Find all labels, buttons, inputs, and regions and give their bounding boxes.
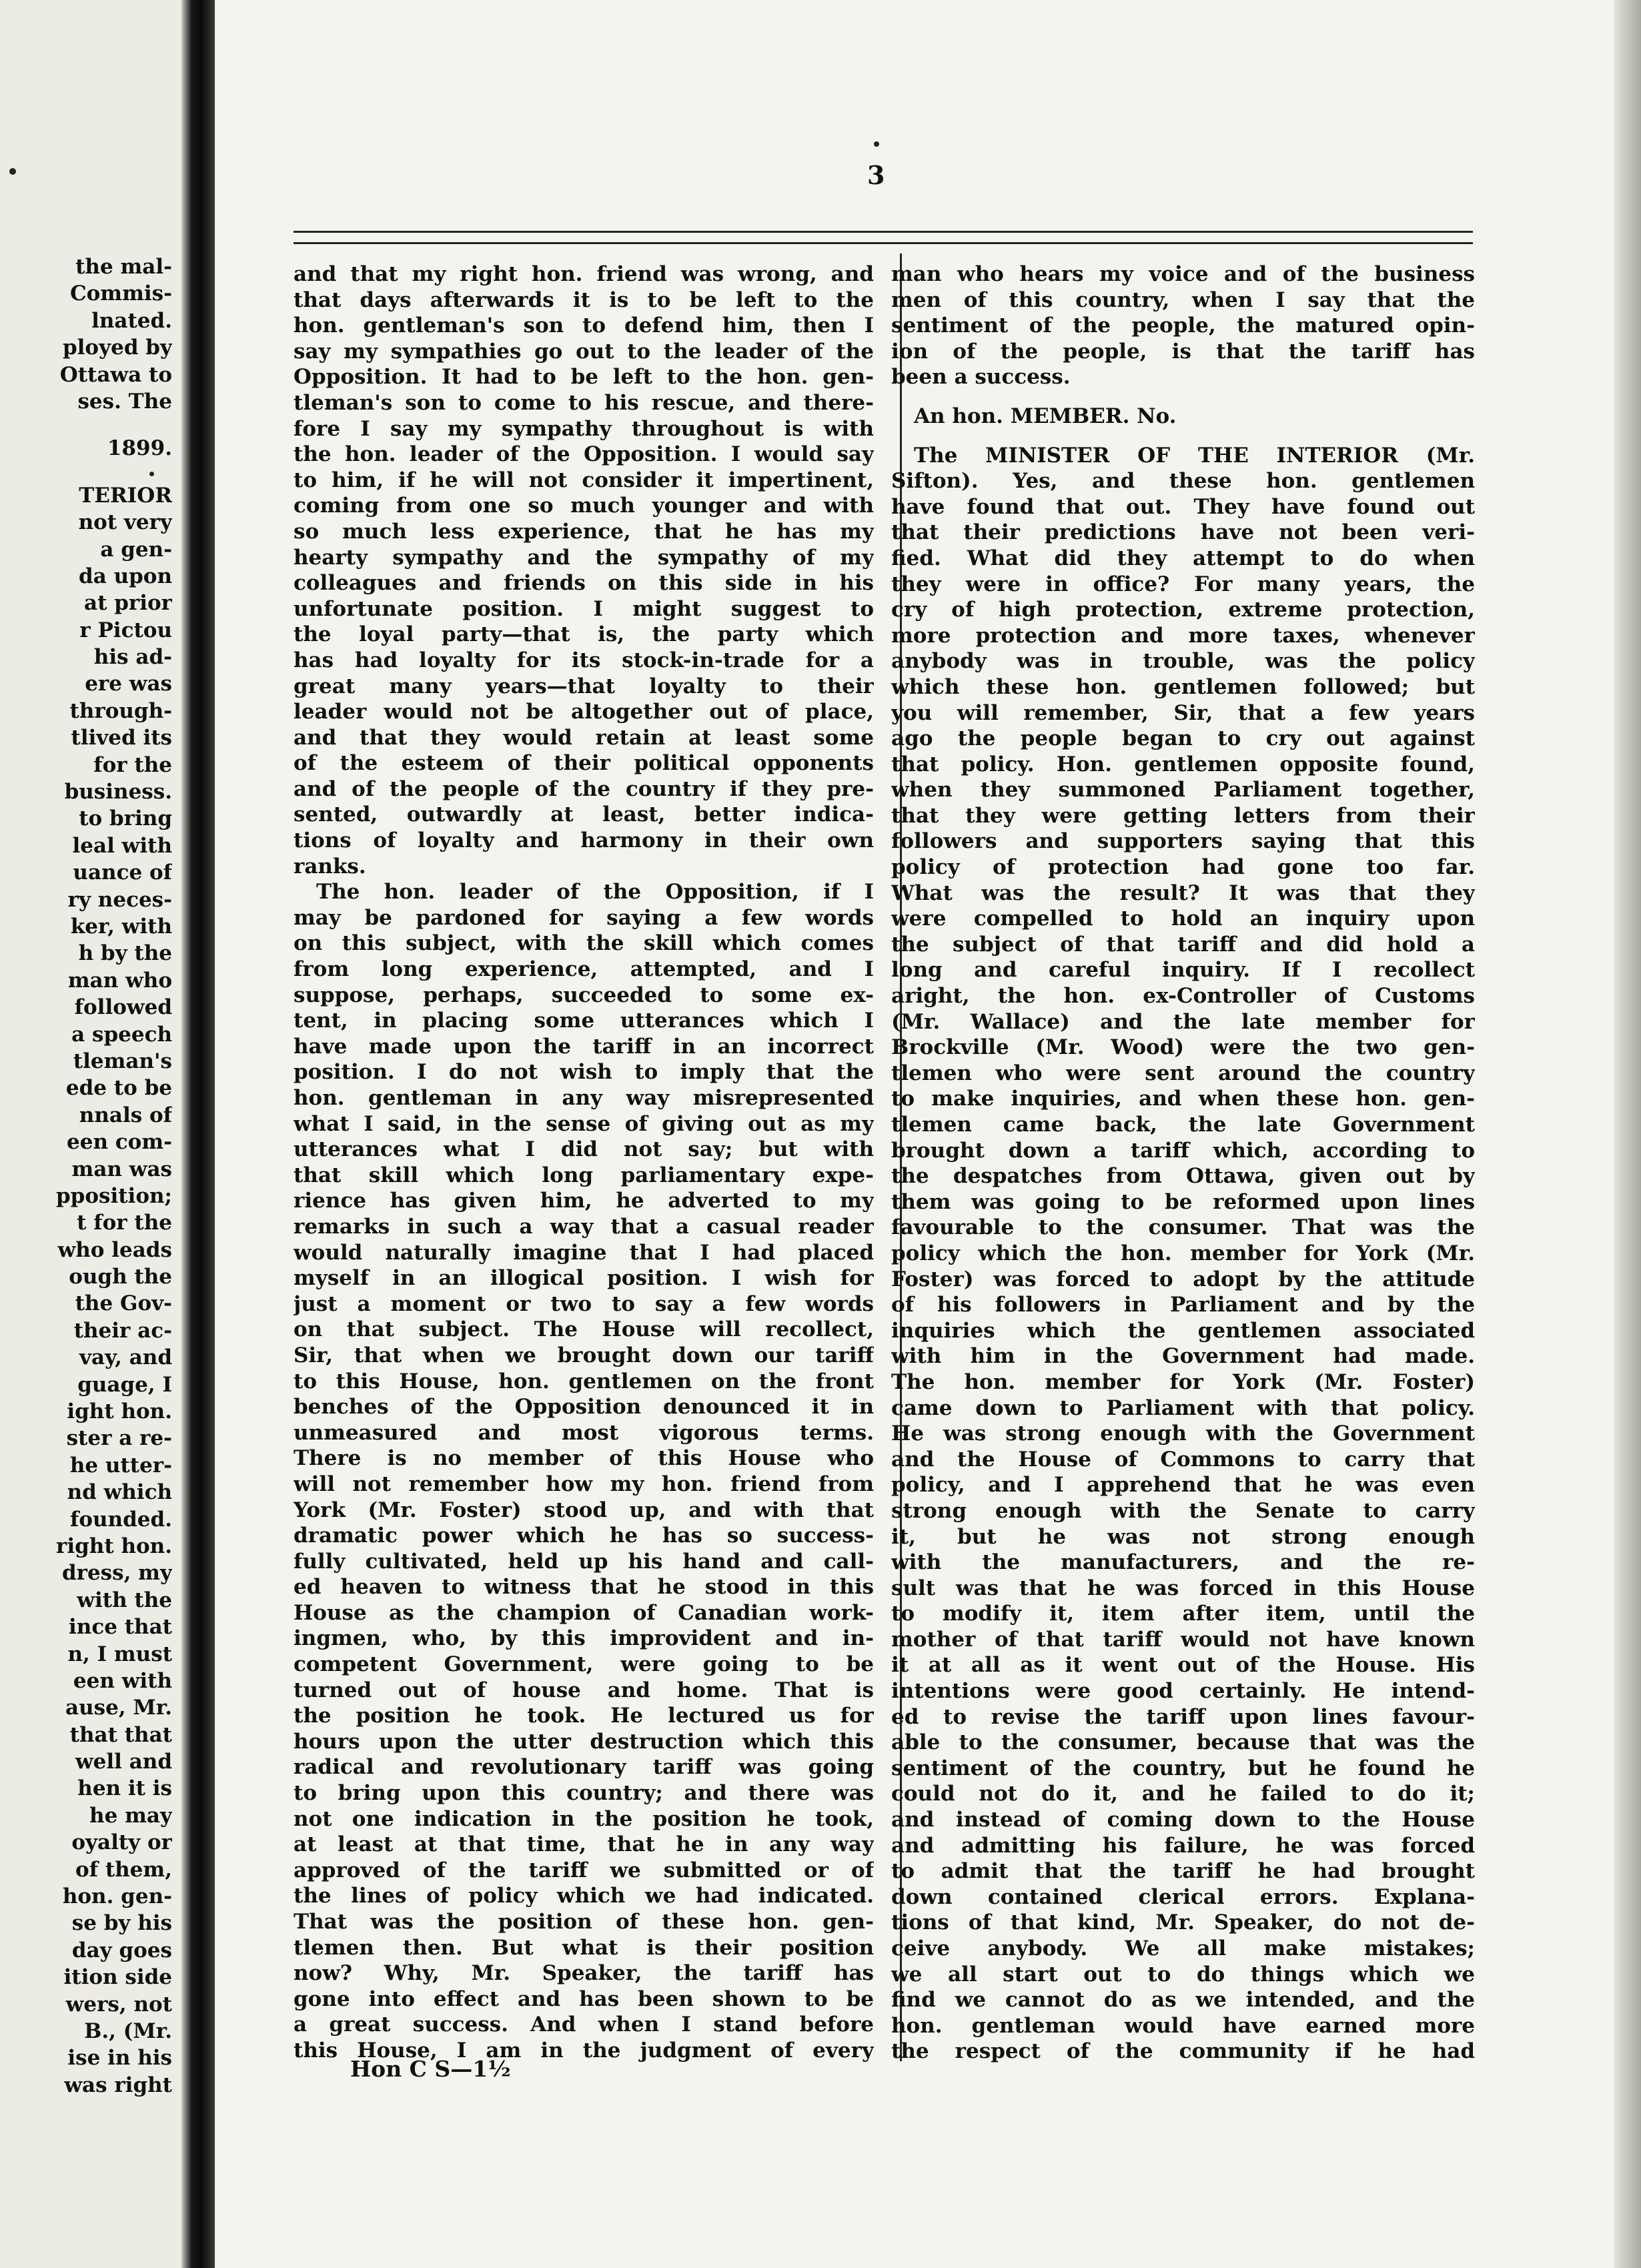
text-line: radical and revolutionary tariff was going — [294, 1755, 874, 1780]
footer-signature: Hon C S—1½ — [350, 2056, 511, 2082]
text-line: utterances what I did not say; but with — [294, 1137, 874, 1162]
text-line: the hon. leader of the Opposition. I would say — [294, 442, 874, 467]
text-line: hon. gentleman would have earned more — [891, 2013, 1475, 2038]
text-line: now? Why, Mr. Speaker, the tariff has — [294, 1961, 874, 1986]
text-line: rience has given him, he adverted to my — [294, 1189, 874, 1213]
fragment-line: lnated. — [91, 308, 172, 333]
text-line: tlemen then. But what is their position — [294, 1935, 874, 1960]
text-line: anybody was in trouble, was the policy — [891, 649, 1475, 674]
fragment-line: man who — [67, 968, 172, 993]
text-line: we all start out to do things which we — [891, 1962, 1475, 1987]
text-line: that their predictions have not been veri- — [891, 520, 1475, 545]
fragment-line: pposition; — [55, 1183, 172, 1208]
fragment-line: founded. — [70, 1507, 172, 1532]
fragment-line: B., (Mr. — [84, 2019, 172, 2043]
text-line: intentions were good certainly. He intend- — [891, 1679, 1475, 1704]
text-line: He was strong enough with the Government — [891, 1422, 1475, 1446]
text-line: just a moment or two to say a few words — [294, 1291, 874, 1316]
fragment-line: ince that — [69, 1615, 172, 1640]
fragment-line: n, I must — [67, 1642, 172, 1666]
fragment-line: day goes — [71, 1938, 172, 1962]
fragment-line — [0, 462, 172, 482]
text-line: unfortunate position. I might suggest to — [294, 596, 874, 621]
text-line: sult was that he was forced in this House — [891, 1576, 1475, 1600]
fragment-line: ry neces- — [67, 887, 172, 912]
text-line: will not remember how my hon. friend from — [294, 1472, 874, 1496]
text-line: sented, outwardly at least, better indica- — [294, 802, 874, 827]
text-line: on that subject. The House will recollect, — [294, 1317, 874, 1342]
fragment-line: of them, — [75, 1857, 172, 1882]
fragment-line: wers, not — [65, 1992, 172, 2017]
paragraph-gap — [891, 430, 1475, 443]
text-line: York (Mr. Foster) stood up, and with that — [294, 1498, 874, 1522]
fragment-line: t for the — [77, 1211, 172, 1235]
text-line: of his followers in Parliament and by the — [891, 1293, 1475, 1317]
fragment-line: tleman's — [73, 1049, 172, 1073]
fragment-line: a gen- — [100, 537, 172, 562]
text-line: Sifton). Yes, and these hon. gentlemen — [891, 469, 1475, 494]
text-line: the loyal party—that is, the party which — [294, 622, 874, 647]
text-line: ed heaven to witness that he stood in this — [294, 1575, 874, 1600]
text-line: more protection and more taxes, whenever — [891, 623, 1475, 648]
fragment-line: guage, I — [77, 1372, 172, 1397]
text-line: suppose, perhaps, succeeded to some ex- — [294, 983, 874, 1007]
fragment-line: ition side — [63, 1965, 172, 1990]
fragment-line: well and — [75, 1750, 172, 1774]
text-line: aright, the hon. ex-Controller of Customs — [891, 984, 1475, 1009]
fragment-line: business. — [64, 780, 172, 804]
fragment-line: man was — [71, 1157, 172, 1181]
text-line: fully cultivated, held up his hand and call- — [294, 1549, 874, 1574]
fragment-line: hen it is — [77, 1776, 172, 1801]
text-line: (Mr. Wallace) and the late member for — [891, 1009, 1475, 1034]
text-line: a great success. And when I stand before — [294, 2013, 874, 2037]
ink-speck — [9, 168, 16, 175]
text-line: colleagues and friends on this side in his — [294, 571, 874, 596]
text-line: it, but he was not strong enough — [891, 1524, 1475, 1549]
text-line: Foster) was forced to adopt by the attitude — [891, 1267, 1475, 1291]
text-line: this House, I am in the judgment of every — [294, 2038, 874, 2063]
fragment-line: oyalty or — [71, 1830, 172, 1855]
text-line: fore I say my sympathy throughout is with — [294, 416, 874, 441]
ink-speck — [874, 141, 879, 147]
text-line: came down to Parliament with that policy. — [891, 1395, 1475, 1420]
fragment-line: right hon. — [56, 1534, 172, 1558]
text-line: ceive anybody. We all make mistakes; — [891, 1936, 1475, 1960]
middle-column — [294, 261, 874, 2064]
page-edge-shadow — [1614, 0, 1641, 2268]
text-line: tions of that kind, Mr. Speaker, do not de- — [891, 1910, 1475, 1935]
text-line: position. I do not wish to imply that the — [294, 1060, 874, 1085]
text-line: and that they would retain at least some — [294, 725, 874, 750]
text-line: The hon. member for York (Mr. Foster) — [891, 1369, 1475, 1394]
text-line: have made upon the tariff in an incorrect — [294, 1034, 874, 1059]
text-line: them was going to be reformed upon lines — [891, 1189, 1475, 1214]
fragment-line: their ac- — [73, 1318, 172, 1343]
text-line: the lines of policy which we had indicated. — [294, 1884, 874, 1908]
text-line: and that my right hon. friend was wrong, and — [294, 262, 874, 286]
fragment-line: the mal- — [75, 255, 172, 279]
fragment-line: nnals of — [79, 1103, 172, 1127]
text-line: and admitting his failure, he was forced — [891, 1833, 1475, 1858]
fragment-line: not very — [78, 510, 172, 535]
fragment-line: 1899. — [107, 436, 172, 461]
text-line: That was the position of these hon. gen- — [294, 1910, 874, 1934]
text-line: An hon. MEMBER. No. — [914, 404, 1177, 428]
fragment-line: nd which — [67, 1480, 172, 1505]
text-line: with him in the Government had made. — [891, 1344, 1475, 1369]
text-line: find we cannot do as we intended, and the — [891, 1988, 1475, 2013]
text-line: The hon. leader of the Opposition, if I — [316, 880, 874, 905]
text-line: when they summoned Parliament together, — [891, 778, 1475, 802]
text-line: mother of that tariff would not have known — [891, 1627, 1475, 1652]
text-line: from long experience, attempted, and I — [294, 957, 874, 982]
text-line: House as the champion of Canadian work- — [294, 1600, 874, 1625]
fragment-line: he may — [89, 1803, 172, 1828]
book-gutter — [181, 0, 215, 2268]
text-line: to him, if he will not consider it impertinent, — [294, 468, 874, 492]
fragment-line: vay, and — [79, 1345, 172, 1370]
fragment-line: at prior — [84, 591, 172, 616]
text-line: policy which the hon. member for York (Mr. — [891, 1241, 1475, 1265]
text-line: Sir, that when we brought down our tariff — [294, 1343, 874, 1367]
text-line: what I said, in the sense of giving out as my — [294, 1111, 874, 1136]
text-line: were compelled to hold an inquiry upon — [891, 907, 1475, 931]
fragment-line: Ottawa to — [59, 362, 172, 387]
fragment-line: ere was — [85, 672, 172, 696]
fragment-line: uance of — [73, 861, 172, 885]
text-line: competent Government, were going to be — [294, 1652, 874, 1677]
text-line: cry of high protection, extreme protection, — [891, 598, 1475, 622]
fragment-line: r Pictou — [79, 618, 172, 642]
text-line: tleman's son to come to his rescue, and there- — [294, 390, 874, 415]
text-line: favourable to the consumer. That was the — [891, 1215, 1475, 1240]
text-line: tent, in placing some utterances which I — [294, 1009, 874, 1033]
fragment-line: with the — [77, 1588, 172, 1612]
adjacent-page-fragment — [0, 0, 200, 2268]
text-line: could not do it, and he failed to do it; — [891, 1782, 1475, 1806]
fragment-line: hon. gen- — [62, 1884, 172, 1909]
text-line: and of the people of the country if they pre- — [294, 776, 874, 801]
text-line: brought down a tariff which, according to — [891, 1138, 1475, 1163]
text-line: to make inquiries, and when these hon. gen- — [891, 1087, 1475, 1111]
text-line: to this House, hon. gentlemen on the front — [294, 1369, 874, 1393]
text-line: with the manufacturers, and the re- — [891, 1550, 1475, 1575]
text-line: say my sympathies go out to the leader of the — [294, 339, 874, 364]
fragment-line: who leads — [57, 1237, 172, 1262]
text-line: that policy. Hon. gentlemen opposite found, — [891, 752, 1475, 776]
text-line: benches of the Opposition denounced it in — [294, 1395, 874, 1420]
text-line: so much less experience, that he has my — [294, 519, 874, 544]
text-line: has had loyalty for its stock-in-trade for a — [294, 648, 874, 672]
text-line: the respect of the community if he had — [891, 2039, 1475, 2064]
text-line: myself in an illogical position. I wish for — [294, 1266, 874, 1291]
fragment-line: da upon — [79, 564, 172, 588]
text-line: and the House of Commons to carry that — [891, 1447, 1475, 1472]
fragment-line: se by his — [71, 1911, 172, 1936]
text-line: sentiment of the people, the matured opin- — [891, 314, 1475, 338]
text-line: remarks in such a way that a casual reader — [294, 1214, 874, 1239]
text-line: What was the result? It was that they — [891, 881, 1475, 905]
page-number: 3 — [867, 160, 885, 190]
text-line: man who hears my voice and of the business — [891, 262, 1475, 286]
text-line: been a success. — [891, 365, 1071, 390]
text-line: of the esteem of their political opponents — [294, 751, 874, 776]
fragment-line: that that — [69, 1722, 172, 1747]
fragment-line: leal with — [72, 833, 172, 858]
text-line: tlemen who were sent around the country — [891, 1061, 1475, 1085]
text-line: hon. gentleman's son to defend him, then I — [294, 314, 874, 338]
text-line: and instead of coming down to the House — [891, 1808, 1475, 1832]
text-line: that days afterwards it is to be left to the — [294, 288, 874, 312]
text-line: the position he took. He lectured us for — [294, 1704, 874, 1728]
text-line: men of this country, when I say that the — [891, 288, 1475, 312]
fragment-line: ough the — [69, 1265, 172, 1289]
text-line: There is no member of this House who — [294, 1446, 874, 1471]
paragraph-gap — [891, 390, 1475, 404]
fragment-line: een with — [73, 1668, 172, 1693]
text-line: down contained clerical errors. Explana- — [891, 1884, 1475, 1909]
text-line: able to the consumer, because that was the — [891, 1730, 1475, 1755]
text-line: sentiment of the country, but he found he — [891, 1756, 1475, 1780]
fragment-line: ker, with — [70, 914, 172, 939]
fragment-line: TERIOR — [79, 483, 172, 508]
fragment-line: through- — [69, 698, 172, 723]
fragment-line: Commis- — [69, 281, 172, 306]
text-line: long and careful inquiry. If I recollect — [891, 958, 1475, 983]
text-line: have found that out. They have found out — [891, 494, 1475, 519]
text-line: dramatic power which he has so success- — [294, 1524, 874, 1548]
text-line: policy of protection had gone too far. — [891, 855, 1475, 880]
text-line: ago the people began to cry out against — [891, 726, 1475, 751]
fragment-line: a speech — [71, 1022, 172, 1047]
text-line: you will remember, Sir, that a few years — [891, 700, 1475, 725]
text-line: gone into effect and has been shown to be — [294, 1987, 874, 2011]
text-line: followers and supporters saying that this — [891, 829, 1475, 854]
text-line: to admit that the tariff he had brought — [891, 1859, 1475, 1884]
text-line: tions of loyalty and harmony in their own — [294, 828, 874, 853]
fragment-line: to bring — [79, 806, 172, 831]
text-line: Brockville (Mr. Wood) were the two gen- — [891, 1035, 1475, 1060]
text-line: the subject of that tariff and did hold a — [891, 932, 1475, 957]
text-line: fied. What did they attempt to do when — [891, 546, 1475, 570]
header-rule — [294, 231, 1473, 244]
fragment-line: ight hon. — [67, 1399, 172, 1424]
fragment-line: for the — [93, 752, 172, 777]
fragment-line — [0, 415, 172, 435]
text-line: great many years—that loyalty to their — [294, 674, 874, 698]
fragment-line: he utter- — [69, 1453, 172, 1478]
text-line: ion of the people, is that the tariff has — [891, 339, 1475, 364]
text-line: strong enough with the Senate to carry — [891, 1498, 1475, 1523]
fragment-line: the Gov- — [75, 1291, 172, 1316]
text-line: would naturally imagine that I had placed — [294, 1240, 874, 1265]
fragment-line: followed — [74, 995, 172, 1020]
text-line: may be pardoned for saying a few words — [294, 905, 874, 930]
text-line: not one indication in the position he took, — [294, 1806, 874, 1831]
text-line: to modify it, item after item, until the — [891, 1602, 1475, 1626]
text-line: ranks. — [294, 854, 366, 879]
text-line: hours upon the utter destruction which this — [294, 1729, 874, 1754]
text-line: hearty sympathy and the sympathy of my — [294, 545, 874, 570]
text-line: ed to revise the tariff upon lines favour- — [891, 1704, 1475, 1729]
fragment-line: h by the — [78, 941, 172, 966]
text-line: that they were getting letters from their — [891, 803, 1475, 828]
fragment-line: dress, my — [61, 1561, 172, 1586]
fragment-line: tlived its — [71, 726, 172, 750]
text-line: to bring upon this country; and there was — [294, 1781, 874, 1806]
text-line: which these hon. gentlemen followed; but — [891, 674, 1475, 699]
text-line: on this subject, with the skill which comes — [294, 931, 874, 956]
fragment-line: his ad- — [93, 645, 172, 670]
text-line: ingmen, who, by this improvident and in- — [294, 1626, 874, 1651]
ink-speck — [149, 472, 154, 476]
text-line: it at all as it went out of the House. His — [891, 1653, 1475, 1678]
text-line: unmeasured and most vigorous terms. — [294, 1420, 874, 1445]
text-line: they were in office? For many years, the — [891, 572, 1475, 596]
text-line: that skill which long parliamentary expe- — [294, 1163, 874, 1187]
text-line: the despatches from Ottawa, given out by — [891, 1164, 1475, 1189]
fragment-line: ause, Mr. — [65, 1696, 172, 1720]
text-line: coming from one so much younger and with — [294, 494, 874, 518]
text-line: tlemen came back, the late Government — [891, 1113, 1475, 1137]
fragment-line: ise in his — [67, 2046, 172, 2071]
fragment-line: ses. The — [77, 389, 172, 414]
text-line: at least at that time, that he in any way — [294, 1832, 874, 1857]
fragment-line: ster a re- — [66, 1426, 172, 1451]
text-line: Opposition. It had to be left to the hon. gen- — [294, 365, 874, 390]
text-line: inquiries which the gentlemen associated — [891, 1318, 1475, 1343]
fragment-line: was right — [64, 2073, 172, 2097]
right-column — [891, 261, 1475, 2065]
text-line: approved of the tariff we submitted or of — [294, 1858, 874, 1882]
text-line: leader would not be altogether out of place, — [294, 700, 874, 724]
adjacent-page-text — [0, 253, 172, 2099]
fragment-line: ployed by — [62, 336, 172, 360]
fragment-line: een com- — [67, 1130, 172, 1155]
text-line: The MINISTER OF THE INTERIOR (Mr. — [914, 443, 1475, 468]
fragment-line: ede to be — [65, 1076, 172, 1101]
text-line: hon. gentleman in any way misrepresented — [294, 1086, 874, 1110]
text-line: policy, and I apprehend that he was even — [891, 1473, 1475, 1498]
text-line: turned out of house and home. That is — [294, 1678, 874, 1702]
